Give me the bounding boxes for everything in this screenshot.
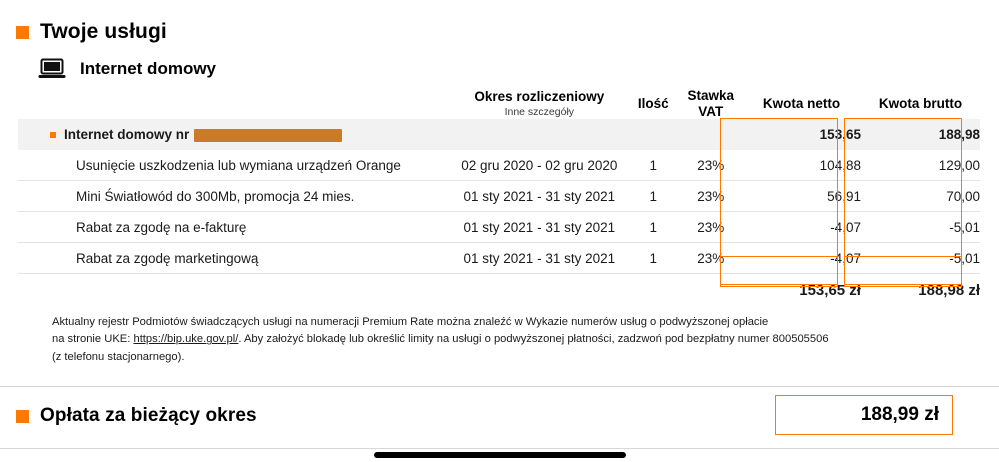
- main-service-quantity: [627, 119, 679, 150]
- row-vat: 23%: [679, 150, 742, 181]
- redacted-number: [194, 129, 342, 142]
- row-net: 56,91: [742, 181, 861, 212]
- period-total-label: Opłata za bieżący okres: [40, 405, 257, 426]
- services-table-wrapper: [18, 88, 980, 306]
- column-header-net: Kwota netto: [762, 95, 841, 111]
- main-service-period: [452, 119, 627, 150]
- divider-bottom: [0, 448, 999, 449]
- row-period: 01 sty 2021 - 31 sty 2021: [452, 181, 627, 212]
- table-row: [18, 181, 980, 212]
- main-service-label: Internet domowy nr: [64, 127, 190, 143]
- period-total-heading: [16, 405, 257, 427]
- row-net: -4,07: [742, 243, 861, 274]
- footnote-line-2-prefix: na stronie UKE:: [52, 333, 134, 346]
- main-service-gross: 188,98: [861, 119, 980, 150]
- row-quantity: 1: [627, 212, 679, 243]
- orange-square-bullet-icon: [16, 410, 29, 423]
- footnote-line-1: Aktualny rejestr Podmiotów świadczących usługi na numeracji Premium Rate można znaleźć w Wykazie numerów usług o podwyższonej opłacie: [52, 316, 769, 328]
- row-gross: 70,00: [861, 181, 980, 212]
- orange-square-bullet-icon: [16, 26, 29, 39]
- row-period: 01 sty 2021 - 31 sty 2021: [452, 212, 627, 243]
- column-header-description: [18, 88, 452, 119]
- totals-spacer-period: [452, 274, 627, 307]
- orange-mini-bullet-icon: [50, 132, 56, 138]
- row-vat: 23%: [679, 212, 742, 243]
- row-vat: 23%: [679, 243, 742, 274]
- row-gross: -5,01: [861, 212, 980, 243]
- row-quantity: 1: [627, 243, 679, 274]
- divider-top: [0, 386, 999, 387]
- main-service-description: [18, 119, 452, 150]
- row-quantity: 1: [627, 150, 679, 181]
- table-row-main-service: [18, 119, 980, 150]
- main-service-vat: [679, 119, 742, 150]
- service-subheading-label: Internet domowy: [80, 59, 217, 78]
- table-body: [18, 119, 980, 306]
- totals-spacer-qty: [627, 274, 679, 307]
- table-row: [18, 212, 980, 243]
- column-header-period-label: Okres rozliczeniowy: [474, 88, 605, 104]
- main-service-net: 153,65: [742, 119, 861, 150]
- column-header-period-sublabel: Inne szczegóły: [504, 106, 575, 119]
- row-period: 02 gru 2020 - 02 gru 2020: [452, 150, 627, 181]
- row-description: Rabat za zgodę marketingową: [18, 243, 452, 274]
- laptop-icon: [38, 58, 66, 80]
- service-subheading: [38, 58, 216, 80]
- home-indicator: [374, 452, 626, 458]
- column-header-gross: Kwota brutto: [878, 95, 963, 111]
- footnote: [52, 314, 932, 366]
- totals-spacer: [18, 274, 452, 307]
- row-net: 104,88: [742, 150, 861, 181]
- totals-spacer-vat: [679, 274, 742, 307]
- period-total-amount-box: [775, 395, 953, 435]
- row-description: Usunięcie uszkodzenia lub wymiana urządzeń Orange: [18, 150, 452, 181]
- row-period: 01 sty 2021 - 31 sty 2021: [452, 243, 627, 274]
- row-net: -4,07: [742, 212, 861, 243]
- table-row-totals: [18, 274, 980, 307]
- column-header-vat: Stawka VAT: [687, 88, 734, 119]
- row-quantity: 1: [627, 181, 679, 212]
- table-header-row: [18, 88, 980, 119]
- page-title: Twoje usługi: [40, 20, 167, 43]
- totals-net: 153,65 zł: [799, 281, 861, 299]
- services-section-heading: [16, 20, 167, 44]
- services-table: [18, 88, 980, 306]
- period-total-amount: 188,99 zł: [860, 404, 939, 425]
- row-gross: -5,01: [861, 243, 980, 274]
- footnote-line-3: (z telefonu stacjonarnego).: [52, 350, 185, 363]
- row-description: Mini Światłowód do 300Mb, promocja 24 mies.: [18, 181, 452, 212]
- column-header-quantity: Ilość: [637, 95, 669, 111]
- row-gross: 129,00: [861, 150, 980, 181]
- column-header-period: [452, 88, 627, 119]
- table-row: [18, 243, 980, 274]
- table-row: [18, 150, 980, 181]
- totals-gross: 188,98 zł: [918, 281, 980, 299]
- row-description: Rabat za zgodę na e-fakturę: [18, 212, 452, 243]
- footnote-line-2-suffix: . Aby założyć blokadę lub określić limity na usługi o podwyższonej płatności, zadzwoń pod bezpłatny numer 800505506: [238, 333, 829, 346]
- uke-link[interactable]: https://bip.uke.gov.pl/: [133, 333, 239, 346]
- row-vat: 23%: [679, 181, 742, 212]
